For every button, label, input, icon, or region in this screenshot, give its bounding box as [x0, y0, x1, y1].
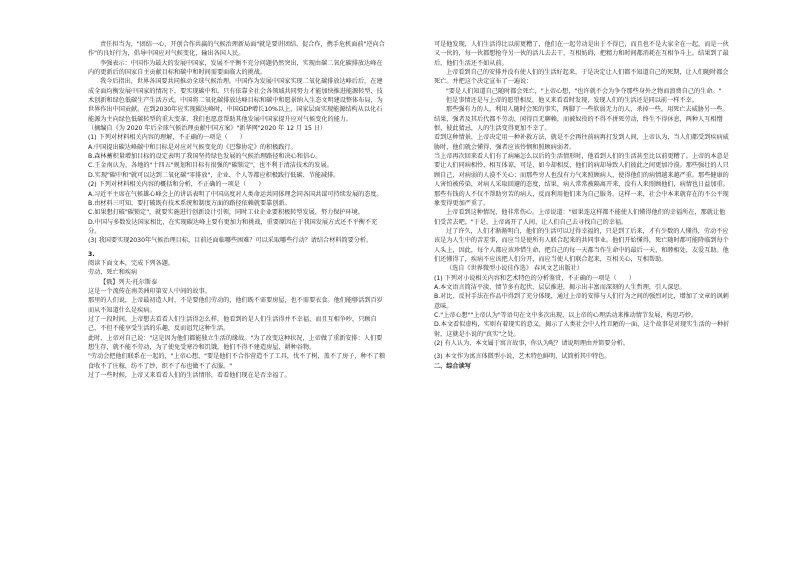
paragraph: "要是人们知道自己随时都会死亡，"上帝心想，"也许就不会为争夺那些身外之物而浪费自己的生命。" — [446, 87, 722, 95]
paragraph: 劳动、死亡和疾病 — [88, 269, 138, 277]
left-column — [88, 40, 386, 380]
right-column — [434, 40, 730, 371]
question-text: (2) 有人认为，本文属于寓言故事，你认为呢？请说明理由并简要分析。 — [434, 340, 629, 347]
paragraph: D.中国与多数发达国家相比，在实现碳达峰上要有更加力和挑战，重要原因在于我国发展方式还不平衡不充分。 — [88, 218, 378, 235]
paragraph: 过了一段时间，上帝想去看看人们生活得怎么样，他看到的是人们生活得并不幸福，而且互相争吵，只顾自己，不但不能享受生活的乐趣，反而诅咒这种生活。 — [88, 315, 377, 333]
source-citation: （选自《世界微型小说佳作选》 春风文艺出版社） — [446, 265, 584, 273]
paragraph: A.本文语言简洁平淡，情节多有起伏，层层推进，揭示出丰富而深刻的人生哲理，引人深思。 — [434, 283, 686, 291]
paragraph: 此时，上帝对自己说："这是因为他们都能独立生活的缘故。"为了改变这种状况，上帝做了重新安排：人们要想生存，就不能不劳动，为了使免受寒冷和饥饿，他们不得不建造房屋、耕种谷物。 — [88, 334, 383, 351]
paragraph: 那里的人们说，上帝最初造人时，不是要他们劳动的，他们既不需要房屋，也不需要衣食。他们能够活到百岁而从不知道什么是疾病。 — [88, 297, 383, 314]
paragraph: 【俄】列夫·托尔斯泰 — [100, 278, 158, 286]
paragraph: B.由材料三可知，要打破既有技术系统和制度方面的路径依赖就要靠创新。 — [88, 199, 291, 207]
paragraph: 这是一个流传在南美洲印第安人中间的故事。 — [88, 287, 211, 295]
question-text: (3) 我国要实现2030年气候治理目标，目前还面临哪些困难？可以采取哪些行动？请结合材料简要分析。 — [88, 237, 373, 245]
question-text: (1) 下列对材料相关内容的理解，不正确的一项是（ ） — [88, 134, 247, 142]
paragraph: 阅读下面文本，完成下列各题。 — [88, 259, 174, 267]
paragraph: B.森林蓄积量增加目标的设定表明了我国坚持绿色发展的气候治理路径和决心和信心。 — [88, 153, 322, 161]
paragraph: A.习近平主席在气候雄心峰会上的讲话表明了中国高度对人类命运共同体理念同各国共谋可持续发展的态度。 — [88, 190, 383, 198]
paragraph: "劳动会把他们联系在一起的，"上帝心想，"要是他们不合作营造不了工具，伐不了树，盖不了房子，种不了粮食收不了庄稼，纺不了纱，织不了布也做不了衣服。" — [88, 353, 386, 370]
paragraph: 3. — [88, 250, 95, 258]
paragraph: 上帝看到自己的安排并没有使人们的生活好起来，于是决定让人们都不知道自己的死期，让人们随时都会死亡。并把这个决定宣布了一遍说： — [434, 69, 729, 86]
paragraph: 可是他发现，人们生活得比以前更糟了，他们在一起劳动是出于不得已，而且也不是大家全在一起，而是一伙又一伙的，每一伙都想抢夺另一伙的活儿去去干，互相妨碍，把精力和时间都消耗在互相争斗上。结果到了最后，他们生活还不如从前。 — [434, 41, 729, 67]
paragraph: D.实现"碳中和"就可以达到二氧化碳"零排放"，企业、个人等都应积极践行低碳、节能减排。 — [88, 171, 340, 179]
paragraph: 当上帝再次回来看人们有了病痛怎么以后的生活情形时，他看到人们的生活甚至比以前更糟了。上帝的本意是要让人们同病相怜、相互体谅，可是，如今却相反，他们的病却导致人们彼此之间更加冷漠。那些强壮的人只顾自己，对病弱的人漠不关心；而那些穷人也没有力气来照顾病人，使得他们的病情越来越严重。那些健康的人害怕被传染，对病人采取回避的态度，结果，病人常常被隔离开来，没有人来照顾他们，病情也日益加重。那些有钱的人不仅不帮助穷苦的病人，反而利用他们来为自己服务。这样一来，社会中本来就存在的不公平现象变得更加严重了。 — [434, 153, 729, 207]
paragraph: D.本文看似虚构，实则有着现实的意义，揭示了人类社会中人性丑陋的一面，这个故事是对现实生活的一种折射，这就是小说的"真实"之处。 — [434, 321, 730, 338]
paragraph: C.如果想打破"碳锁定"，就要实施进行创新设计引领，同时工业企业要积极转型发展，努力保护环境。 — [88, 209, 364, 217]
paragraph: 上帝看到这种情况，他非常伤心。上帝说道："如果连这样都不能使人们懂得他们的幸福所在，那就让他们受苦去吧。"于是，上帝离开了人间，让人们自己去寻找自己的幸福。 — [434, 209, 726, 226]
paragraph: 李强表示：中国作为最大的发展中国家，发展不平衡不充分问题仍然突出，实现由碳二氧化碳排放达峰在内的更新后的国家自主贡献目标和碳中和时间需要面临大的挑战。 — [88, 59, 383, 77]
paragraph: 但是事情还是与上帝的愿望相反，他又来看看时发现，发现人们的生活还是同以前一样不幸。 — [446, 97, 698, 105]
paragraph: C.王金南认为，各地的"十四五"规划和目标有很强的"碳锁定"，也不利于清洁技术的发展。 — [88, 162, 333, 170]
paragraph: 责任担当为，"团结一心，开创合作共赢的气候治理新局面"就是要讲团结、促合作，携手危机面前"逆向合作"的良好行为，倡导中国应对气候变化，输出各国人民。 — [88, 41, 385, 58]
paragraph: 过了一些时候，上帝又来看看人们的生活情形，看看他们现在是否幸福了。 — [88, 372, 291, 380]
paragraph: 过了许久，人们才渐渐明白，他们的生活可以过得幸福的，只是到了后来，才有少数的人懂得，劳动不应该是为人生中的苦差事，而应当是使所有人联合起来的共同事业。他们开始懂得，死亡随时都可能降临到每个人头上，因此，每个人都应该珍惜生命，把自己的每一天都当作生命中的最后一天，和睦相处，友爱互助。他们还懂得了，疾病不应该把人们分开，而应当使人们联合起来，互相关心，互相帮助。 — [434, 227, 729, 263]
paragraph: 二、综合读写 — [434, 362, 471, 370]
source-citation: （摘编自《为 2020 年后全球气候治理贡献中国方案》"新华网"2020 年 12 月 15 日） — [88, 125, 327, 133]
paragraph: C."上帝心想""上帝认为"等语句在文中多次出现，以上帝的心理活动来推动情节发展，构思巧妙。 — [434, 311, 698, 319]
paragraph: B.对比、反衬手法在作品中得到了充分体现，通过上帝的安排与人们行为之间的强烈对比，增加了文章的讽刺意味。 — [434, 293, 729, 310]
question-text: (3) 本文作为寓言体微型小说，艺术特色鲜明，试简析其中特色。 — [434, 353, 611, 361]
paragraph: A.中国提出碳达峰碳中和目标是对应对气候变化的《巴黎协定》的积极践行。 — [88, 143, 297, 151]
paragraph: 我今后指出，世界各国要共同推动全球气候治理。中国作为发展中国家实现二氧化碳排放达峰后后，在建成全面均衡发展中国家的情况下，要实现碳中和，只有依靠全社会各领域共同努力才能加快推进能源转型、技术创新和绿色低碳生产生活方式。中国将二氧化碳排放达峰目标和碳中和愿景纳入生态文明建设整体布局，为世界作出中国贡献。在到2030年应实现碳达峰时，中国GDP增长10%以上，国家层面实现能源结构从以化石能源为主向绿色低碳转型的重大变革，我们也愿意帮助其他发展中国家提升应对气候变化的能力。 — [88, 78, 383, 123]
question-text: (1) 下列对小说相关内容和艺术特色的分析鉴赏，不正确的一项是（ ） — [434, 274, 636, 282]
question-text: (2) 下列对材料相关内容的概括和分析，不正确的一项是（ ） — [88, 181, 265, 189]
paragraph: 那些强有力的人，利用人随时会死的事实，两脚了一些软弱无力的人，杀掉一些，用死亡去威胁另一些。结果，强者及其后代都不劳动，闲得百无聊赖，而被奴役的不得不拼死劳动，终生不得休息，两种人互相憎恨，彼此猜忌，人的生活变得更加不幸了。 — [434, 106, 729, 133]
paragraph: 看到这种情景，上帝决定用一种补救方法，就是不会再往前病再打发到人间，上帝认为，当人们都受到疾病威胁时，他们就会懂得，强者应该怜悯和照顾病弱者。 — [434, 134, 729, 151]
